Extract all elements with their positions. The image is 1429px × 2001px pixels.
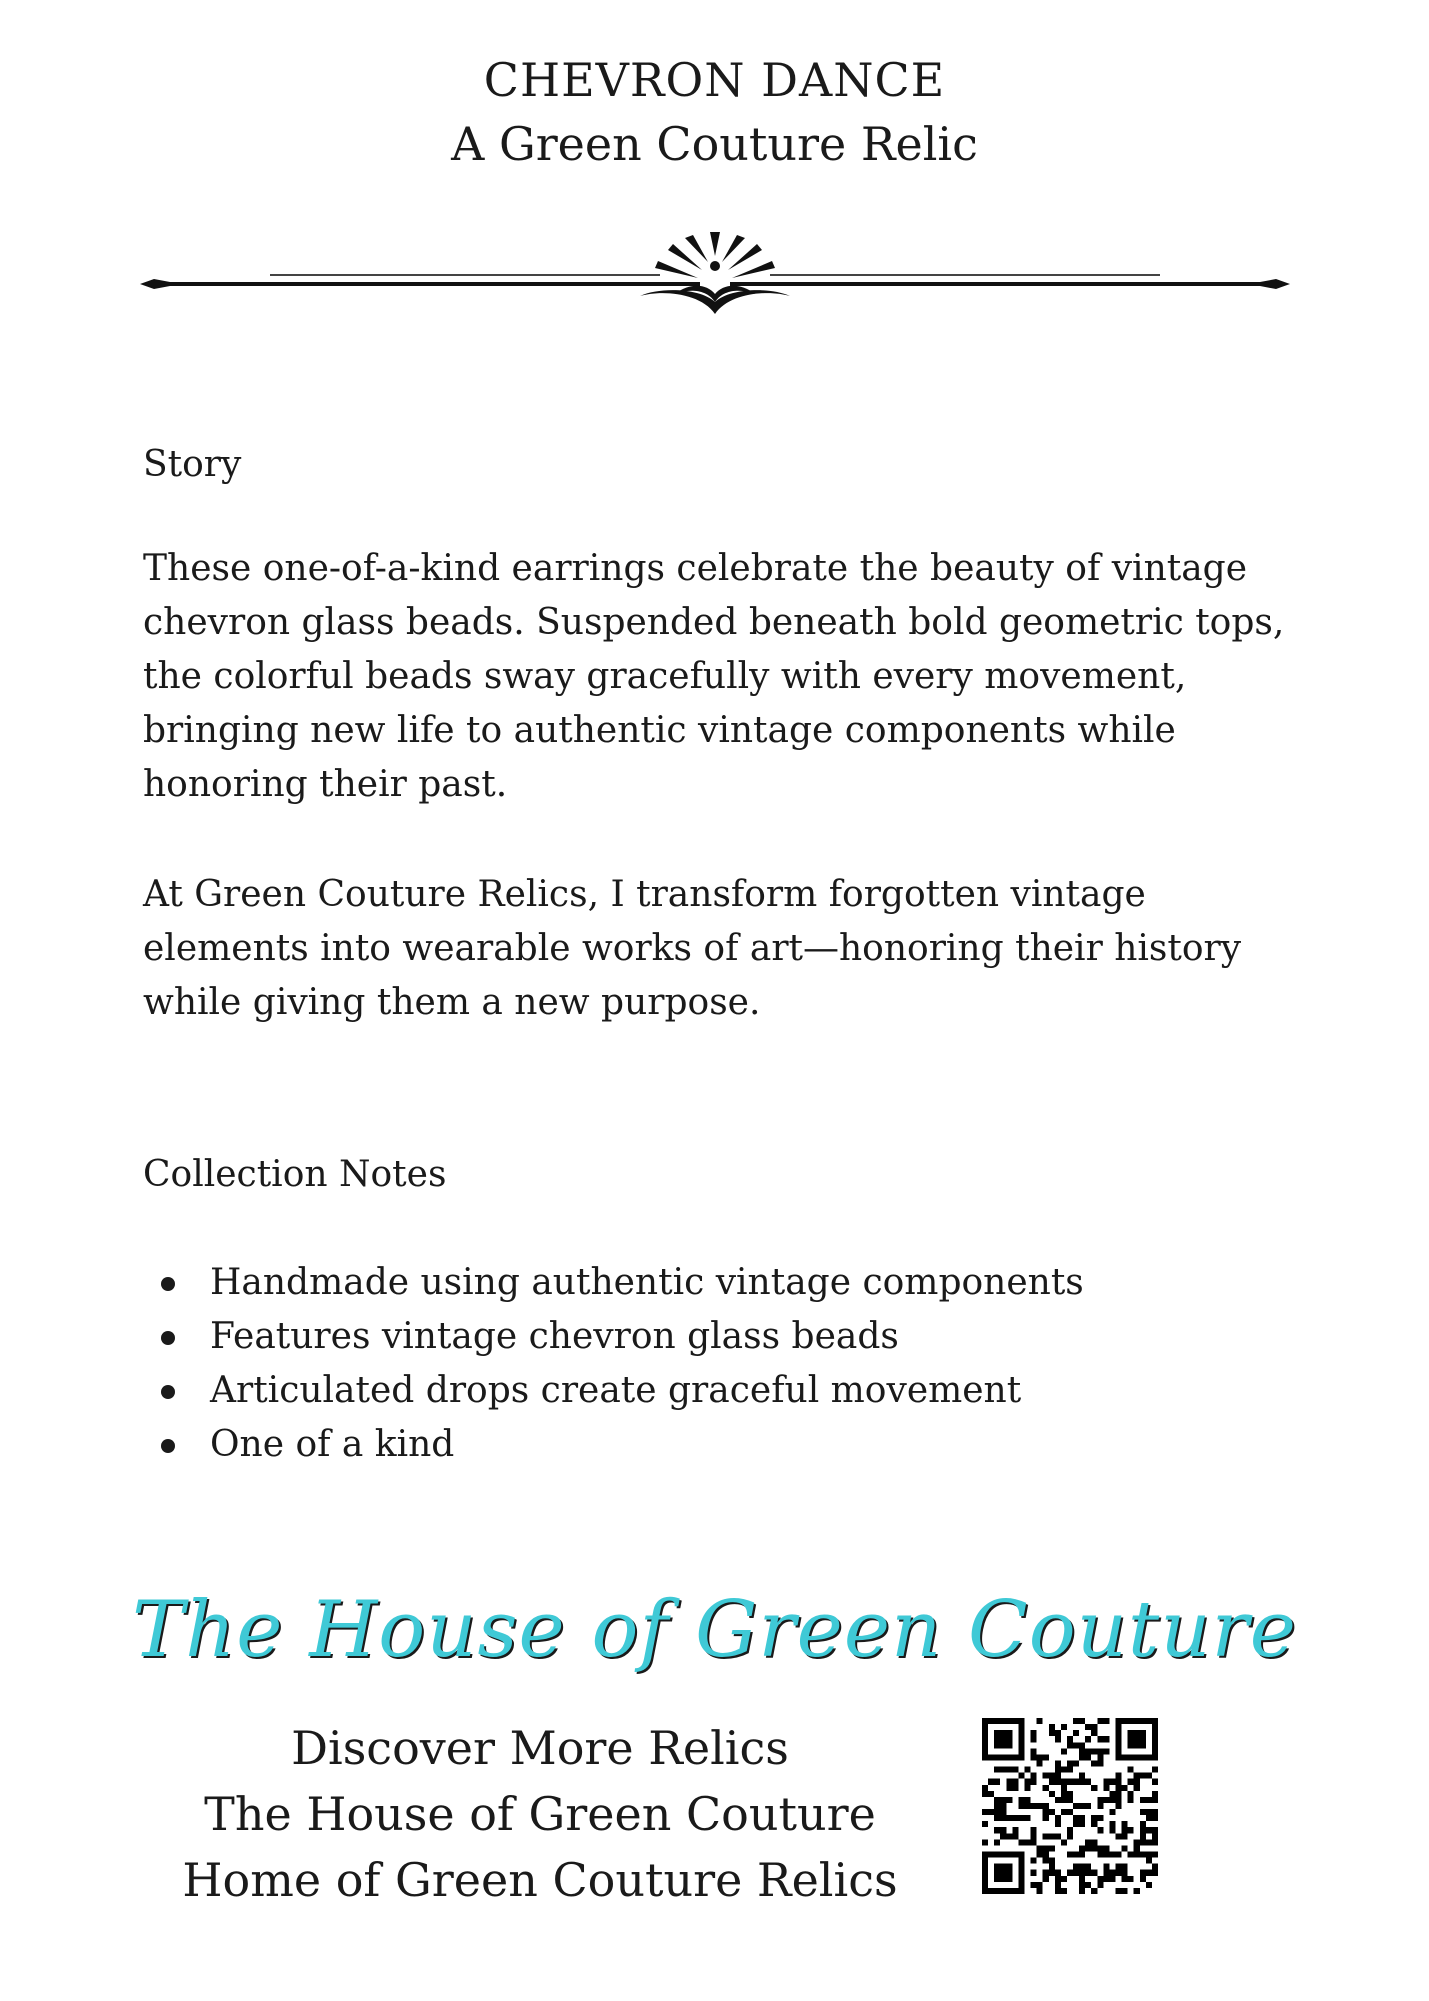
qr-code-icon[interactable] <box>982 1718 1158 1894</box>
bullet-icon <box>161 1439 175 1453</box>
list-item-text: One of a kind <box>210 1424 455 1465</box>
list-item <box>143 1418 1084 1472</box>
story-paragraph: These one-of-a-kind earrings celebrate the beauty of vintage chevron glass beads. Suspended beneath bold geometric tops, the colorful beads sway gracefully with every movement, bringing new life to authentic vintage components while honoring their past. <box>143 548 1285 805</box>
story-paragraph: At Green Couture Relics, I transform forgotten vintage elements into wearable works of art—honoring their history while giving them a new purpose. <box>143 874 1242 1023</box>
collection-notes-heading: Collection Notes <box>143 1154 447 1195</box>
title-block <box>0 48 1429 176</box>
cta-line: The House of Green Couture <box>204 1787 876 1841</box>
page-subtitle: A Green Couture Relic <box>451 117 978 171</box>
list-item <box>143 1310 1084 1364</box>
list-item-text: Features vintage chevron glass beads <box>210 1316 899 1357</box>
footer-cta <box>150 1715 930 1913</box>
list-item-text: Articulated drops create graceful movement <box>210 1370 1022 1411</box>
list-item-text: Handmade using authentic vintage components <box>210 1262 1084 1303</box>
page-title: CHEVRON DANCE <box>483 53 946 107</box>
list-item <box>143 1256 1084 1310</box>
cta-line: Home of Green Couture Relics <box>182 1853 898 1907</box>
cta-line: Discover More Relics <box>291 1721 789 1775</box>
bullet-icon <box>161 1277 175 1291</box>
bullet-icon <box>161 1385 175 1399</box>
brand-logo-text: The House of Green Couture <box>132 1585 1297 1675</box>
story-heading: Story <box>143 444 242 485</box>
bullet-icon <box>161 1331 175 1345</box>
list-item <box>143 1364 1084 1418</box>
flourish-divider-icon <box>140 232 1290 322</box>
collection-notes-list <box>143 1256 1084 1472</box>
